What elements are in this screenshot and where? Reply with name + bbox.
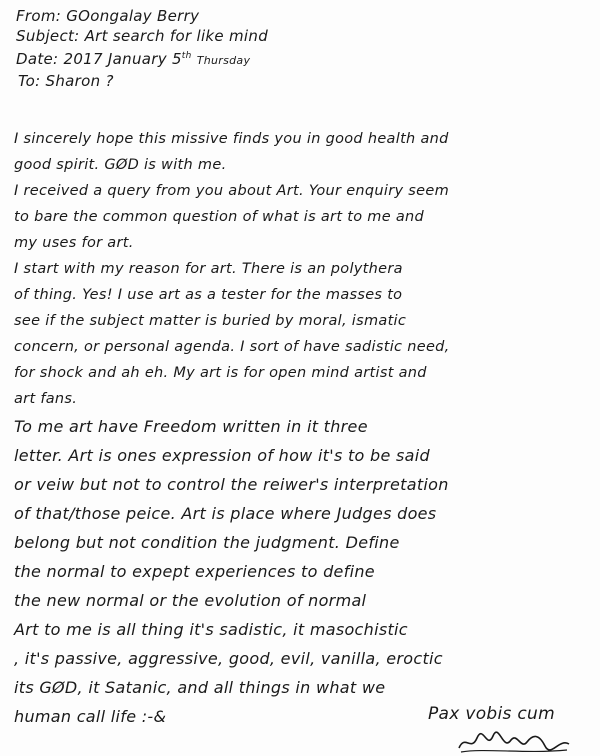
- subject-line: Subject: Art search for like mind: [16, 27, 269, 45]
- body-line: I sincerely hope this missive finds you in good health and: [14, 131, 449, 147]
- body-line: To me art have Freedom written in it three: [14, 417, 368, 436]
- body-line: its GØD, it Satanic, and all things in what we: [14, 678, 386, 697]
- body-line: my uses for art.: [14, 235, 134, 251]
- from-line: From: GOongalay Berry: [16, 7, 200, 25]
- body-line: belong but not condition the judgment. Define: [14, 533, 400, 552]
- body-line: or veiw but not to control the reiwer's interpretation: [14, 475, 449, 494]
- body-section-large: [14, 412, 589, 731]
- date-suffix: th: [181, 51, 192, 61]
- body-line: see if the subject matter is buried by moral, ismatic: [14, 313, 407, 329]
- body-section: [14, 126, 589, 412]
- body-line: the new normal or the evolution of normal: [14, 591, 367, 610]
- body-line: for shock and ah eh. My art is for open mind artist and: [14, 365, 427, 381]
- body-line: I received a query from you about Art. Your enquiry seem: [14, 183, 450, 199]
- body-line: human call life :-&: [14, 707, 167, 726]
- letter-header: [16, 6, 268, 91]
- date-line: [16, 46, 268, 71]
- to-line: To: Sharon ?: [18, 72, 114, 90]
- body-line: of that/those peice. Art is place where Judges does: [14, 504, 437, 523]
- body-line: to bare the common question of what is art to me and: [14, 209, 425, 225]
- body-line: of thing. Yes! I use art as a tester for the masses to: [14, 287, 403, 303]
- signature-scribble: [455, 728, 575, 756]
- body-line: I start with my reason for art. There is an polythera: [14, 261, 403, 277]
- date-text: Date: 2017 January 5: [16, 50, 182, 68]
- body-line: art fans.: [14, 391, 78, 407]
- body-line: concern, or personal agenda. I sort of have sadistic need,: [14, 339, 450, 355]
- closing-phrase: Pax vobis cum: [428, 704, 555, 724]
- letter-body: [14, 126, 589, 731]
- body-line: letter. Art is ones expression of how it's to be said: [14, 446, 430, 465]
- body-line: , it's passive, aggressive, good, evil, vanilla, eroctic: [14, 649, 443, 668]
- body-line: good spirit. GØD is with me.: [14, 157, 227, 173]
- body-line: Art to me is all thing it's sadistic, it masochistic: [14, 620, 408, 639]
- body-line: the normal to expept experiences to define: [14, 562, 375, 581]
- date-weekday: Thursday: [196, 54, 251, 67]
